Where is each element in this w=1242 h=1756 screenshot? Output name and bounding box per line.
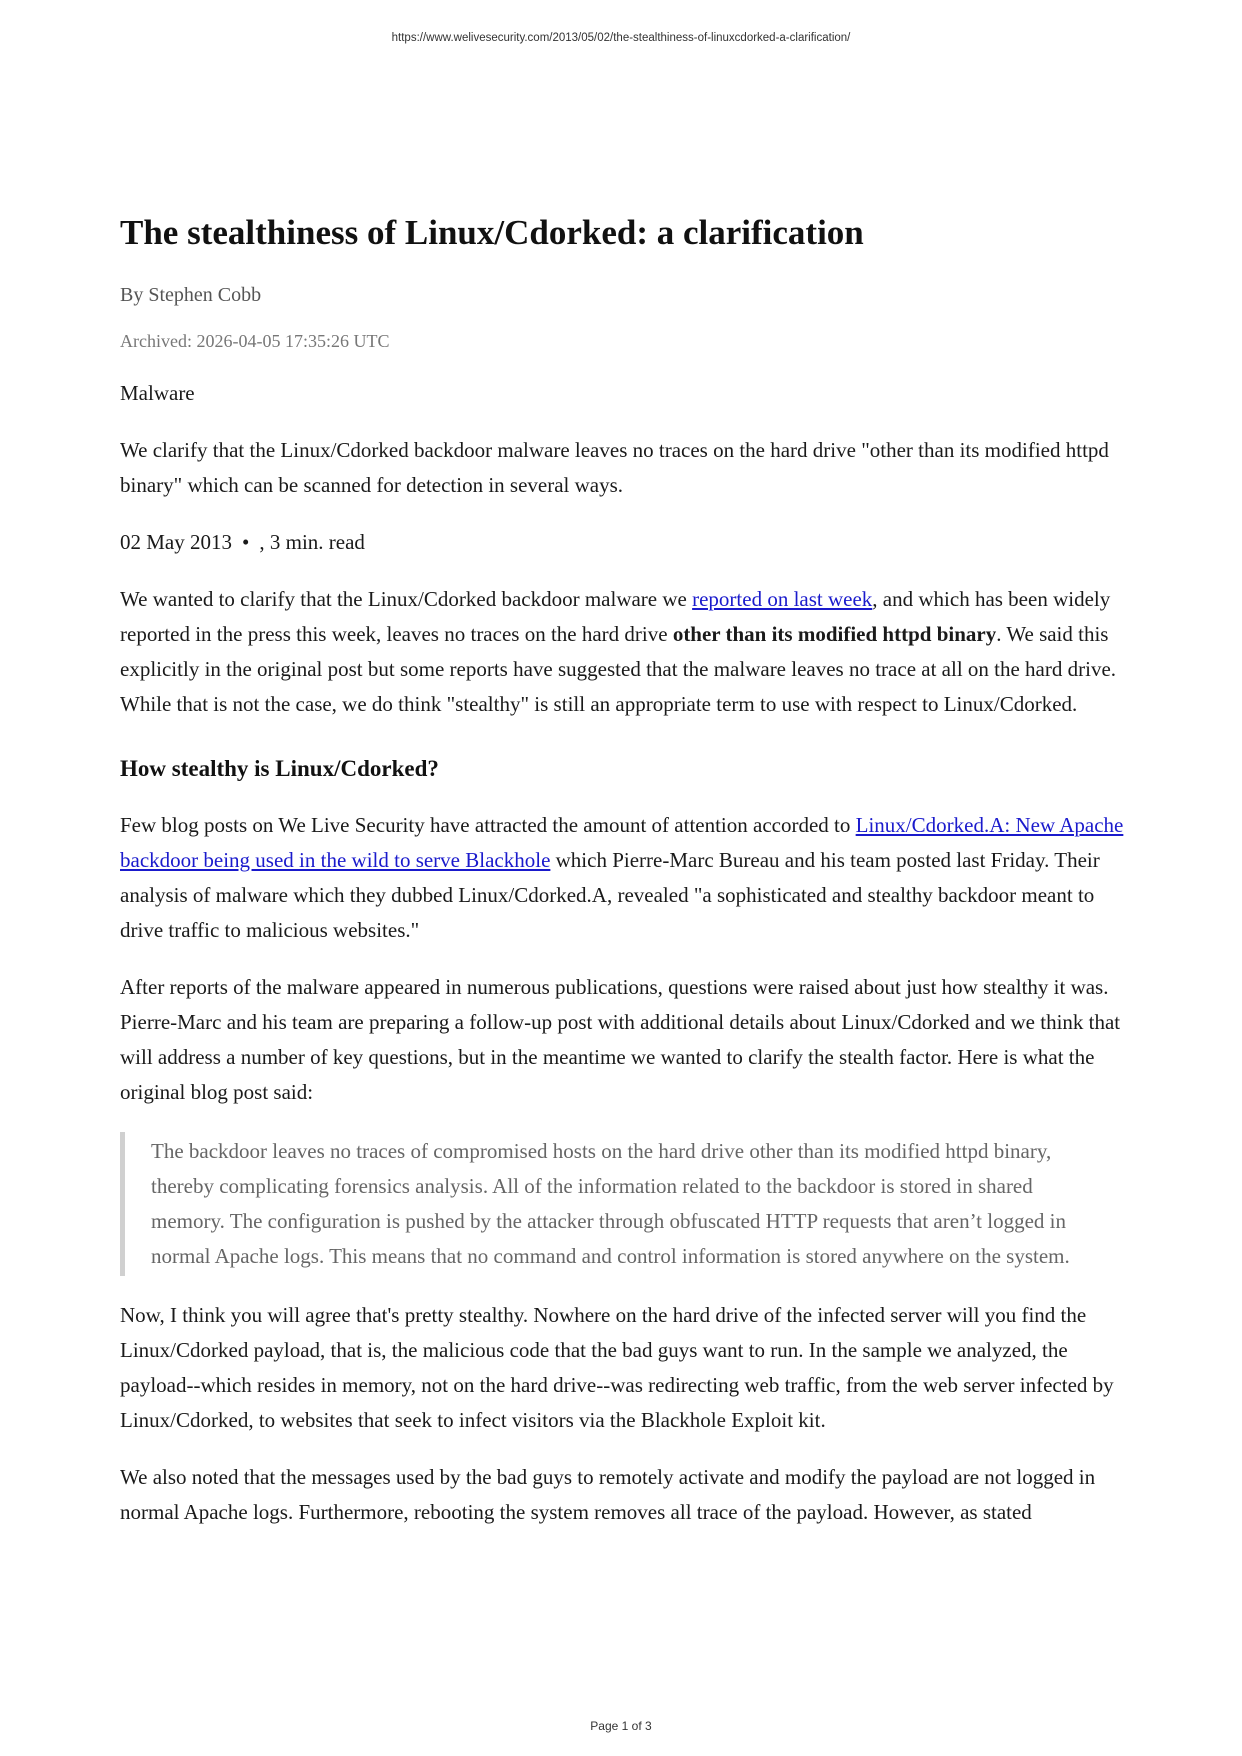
category-label: Malware bbox=[120, 381, 195, 405]
publish-date: 02 May 2013 bbox=[120, 530, 232, 554]
paragraph-2 bbox=[120, 808, 1132, 948]
paragraph-1 bbox=[120, 582, 1132, 722]
original-post-link[interactable]: Linux/Cdorked.A: New Apache backdoor being used in the wild to serve Blackhole bbox=[120, 813, 1124, 872]
paragraph-1-text-a: We wanted to clarify that the Linux/Cdorked backdoor malware we bbox=[120, 587, 693, 611]
source-url: https://www.welivesecurity.com/2013/05/02/the-stealthiness-of-linuxcdorked-a-clarification/ bbox=[391, 32, 851, 44]
paragraph-2-text-a: Few blog posts on We Live Security have attracted the amount of attention accorded to bbox=[120, 813, 856, 837]
archived-timestamp: Archived: 2026-04-05 17:35:26 UTC bbox=[120, 331, 390, 351]
section-heading: How stealthy is Linux/Cdorked? bbox=[120, 756, 439, 781]
article-summary: We clarify that the Linux/Cdorked backdoor malware leaves no traces on the hard drive "other than its modified httpd binary" which can be scanned for detection in several ways. bbox=[120, 438, 1109, 497]
dateline bbox=[120, 525, 1132, 560]
paragraph-5: We also noted that the messages used by the bad guys to remotely activate and modify the payload are not logged in normal Apache logs. Furthermore, rebooting the system removes all trace of the payload. However, as stated bbox=[120, 1465, 1096, 1524]
page-number: Page 1 of 3 bbox=[590, 1719, 652, 1733]
reported-last-week-link[interactable]: reported on last week bbox=[692, 587, 873, 611]
article-title: The stealthiness of Linux/Cdorked: a clarification bbox=[120, 213, 864, 252]
paragraph-1-text-b: , and which has been widely reported in the press this week, leaves no traces on the hard drive bbox=[120, 587, 1111, 646]
article bbox=[120, 212, 1132, 1552]
paragraph-4: Now, I think you will agree that's pretty stealthy. Nowhere on the hard drive of the infected server will you find the Linux/Cdorked payload, that is, the malicious code that the bad guys want to run. In the sample we analyzed, the payload--which resides in memory, not on the hard drive--was redirecting web traffic, from the web server infected by Linux/Cdorked, to websites that seek to infect visitors via the Blackhole Exploit kit. bbox=[120, 1303, 1114, 1432]
author-byline: By Stephen Cobb bbox=[120, 284, 262, 306]
paragraph-2-text-b: which Pierre-Marc Bureau and his team posted last Friday. Their analysis of malware which they dubbed Linux/Cdorked.A, revealed "a sophisticated and stealthy backdoor meant to drive traffic to malicious websites." bbox=[120, 848, 1100, 942]
paragraph-1-bold: other than its modified httpd binary bbox=[672, 622, 997, 646]
blockquote: The backdoor leaves no traces of compromised hosts on the hard drive other than its modified httpd binary, thereby complicating forensics analysis. All of the information related to the backdoor is stored in shared memory. The configuration is pushed by the attacker through obfuscated HTTP requests that aren’t logged in normal Apache logs. This means that no command and control information is stored anywhere on the system. bbox=[120, 1132, 1132, 1276]
read-time: , 3 min. read bbox=[259, 530, 365, 554]
paragraph-3: After reports of the malware appeared in numerous publications, questions were raised about just how stealthy it was. Pierre-Marc and his team are preparing a follow-up post with additional details about Linux/Cdorked and we think that will address a number of key questions, but in the meantime we wanted to clarify the stealth factor. Here is what the original blog post said: bbox=[120, 975, 1121, 1104]
paragraph-1-text-c: . We said this explicitly in the original post but some reports have suggested that the malware leaves no trace at all on the hard drive. While that is not the case, we do think "stealthy" is still an appropriate term to use with respect to Linux/Cdorked. bbox=[120, 622, 1117, 716]
bullet-separator: • bbox=[242, 530, 250, 554]
